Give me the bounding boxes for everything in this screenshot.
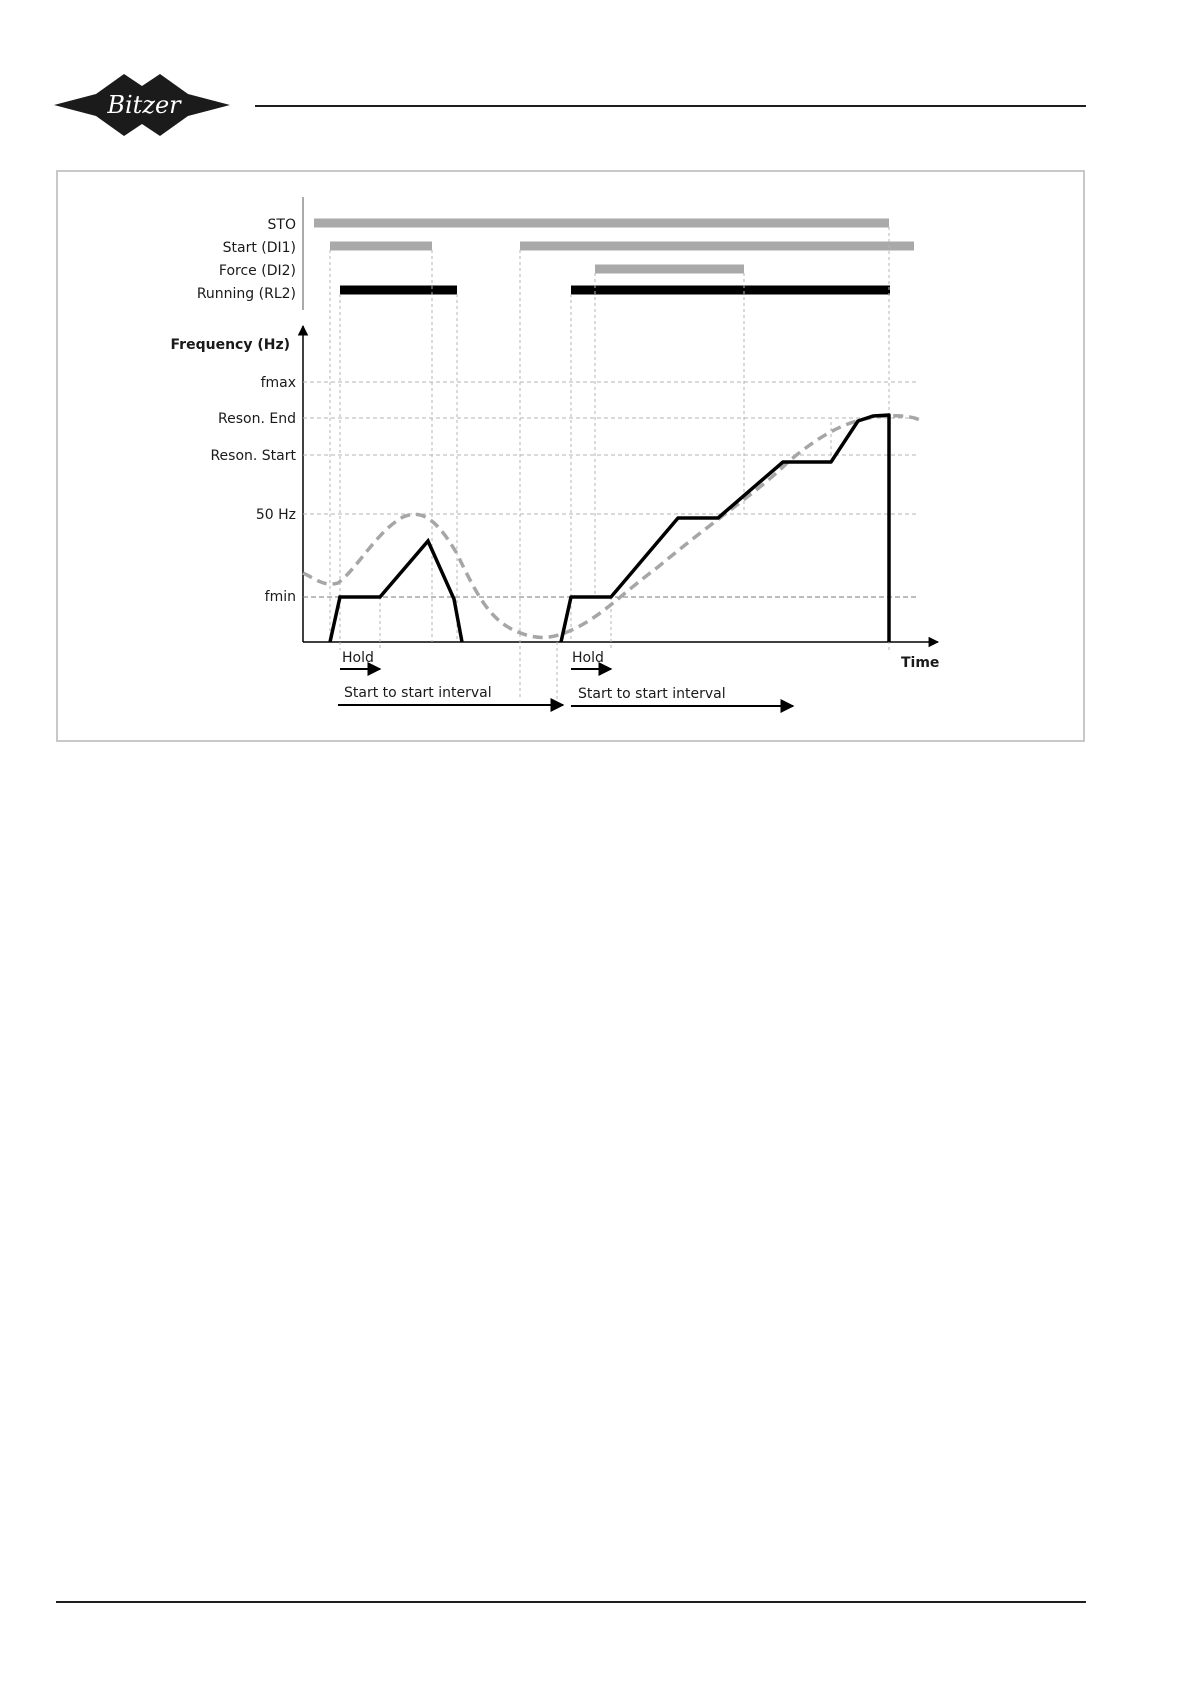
level-label-50hz: 50 Hz: [255, 507, 296, 523]
y-axis-title: Frequency (Hz): [170, 337, 290, 353]
level-label-reson-start: Reson. Start: [210, 448, 296, 464]
frequency-profile-2: [561, 415, 889, 642]
signal-label-running: Running (RL2): [196, 286, 296, 302]
interval-label-2: Start to start interval: [578, 686, 726, 702]
frequency-profile-1: [330, 541, 462, 642]
level-gridlines: [303, 382, 918, 514]
footer-rule: [56, 1601, 1086, 1603]
signal-label-force: Force (DI2): [218, 263, 296, 279]
figure-frame: [56, 170, 1085, 742]
interval-label-1: Start to start interval: [344, 685, 492, 701]
header-rule: [255, 105, 1086, 107]
timing-diagram: [58, 172, 1083, 740]
level-label-fmin: fmin: [264, 589, 296, 605]
signal-label-start: Start (DI1): [222, 240, 296, 256]
bitzer-logo: [54, 74, 230, 136]
level-label-reson-end: Reson. End: [218, 411, 296, 427]
resonance-curve: [303, 416, 922, 638]
hold-label-2: Hold: [572, 650, 604, 666]
logo-lettering: Bitzer: [107, 91, 181, 119]
x-axis-title: Time: [901, 655, 940, 671]
hold-label-1: Hold: [342, 650, 374, 666]
signal-label-sto: STO: [267, 217, 296, 233]
level-label-fmax: fmax: [260, 375, 296, 391]
